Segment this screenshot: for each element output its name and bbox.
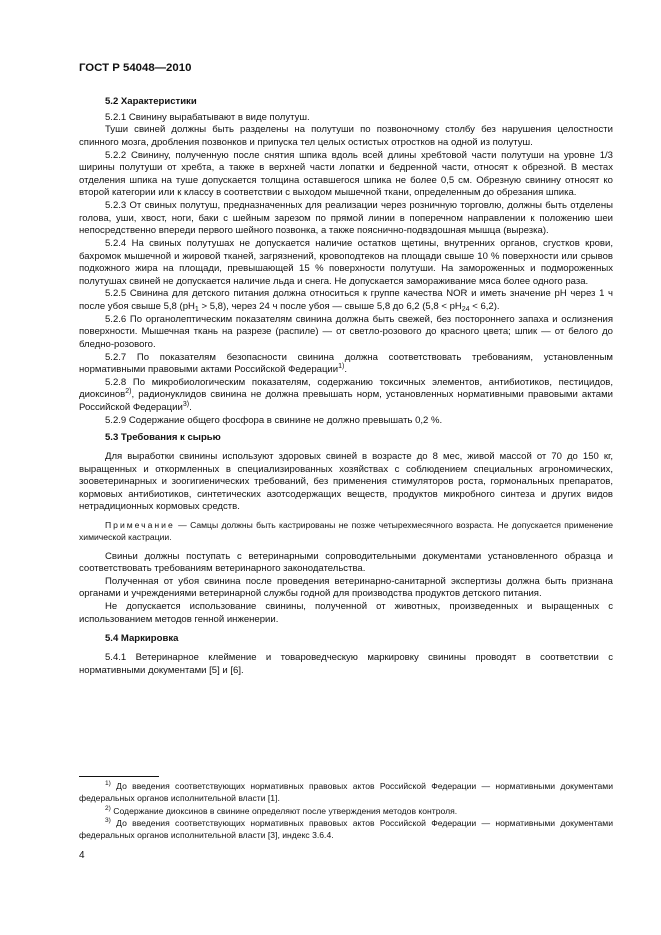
paragraph-5-2-9: 5.2.9 Содержание общего фосфора в свинине не должно превышать 0,2 %.: [105, 414, 443, 426]
paragraph-5-2-1: 5.2.1 Свинину вырабатывают в виде полутуш.: [105, 111, 310, 123]
footnote-mark: 1): [105, 780, 111, 787]
section-5-4-heading: 5.4 Маркировка: [105, 633, 179, 645]
page-number: 4: [79, 850, 85, 861]
subscript: 24: [461, 306, 470, 313]
text-segment: .: [189, 402, 192, 413]
footnote-divider: [79, 776, 159, 777]
text-segment: 5.2.5 Свинина для детского питания должна относиться к группе качества NOR и иметь значение pH через 1 ч после убоя свыше 5,8 (pH: [79, 288, 613, 312]
text-segment: < 6,2).: [469, 301, 500, 312]
footnote-mark: 2): [105, 804, 111, 812]
footnote-3: [79, 818, 613, 842]
paragraph-5-3-raw-materials: Для выработки свинины используют здоровых свиней в возрасте до 8 мес, живой массой от 70 до 150 кг, выращенных и откормленных в специализированных хозяйствах с соблюдением специальных агрономических, зооветеринарных и зоогигиенических требований, без применения стимуляторов роста, гормональных препаратов, кормовых антибиотиков, синтетических азотсодержащих веществ, продуктов микробного синтеза и других видов нетрадиционных кормовых средств.: [79, 450, 613, 513]
paragraph-5-2-3: 5.2.3 От свиных полутуш, предназначенных для реализации через розничную торговлю, должны быть отделены голова, уши, хвост, ноги, баки с шейным зарезом по прямой линии в поперечном направлении к положению шеи непосредственно впереди первого шейного позвонка, а также пояснично-подвздошная мышца (вырезка).: [79, 200, 613, 237]
footnote-text: До введения соответствующих нормативных правовых актов Российской Федерации — нормативными документами федеральных органов исполнительной власти [1].: [79, 781, 613, 803]
footnote-1: [79, 781, 613, 805]
paragraph-5-3-examination: Полученная от убоя свинина после проведения ветеринарно-санитарной экспертизы должна быть признана органами и учреждениями ветеринарной службы годной для производства продуктов детского питания.: [79, 575, 613, 600]
text-segment: 5.2.8 По микробиологическим показателям, содержанию токсичных элементов, антибиотиков, пестицидов, диоксинов: [79, 376, 613, 401]
footnotes: [79, 776, 613, 843]
paragraph-5-2-7: [79, 352, 613, 377]
footnote-2: [79, 806, 613, 818]
footnote-text: Содержание диоксинов в свинине определяют после утверждения методов контроля.: [110, 805, 458, 816]
paragraph-5-2-1-continued: Туши свиней должны быть разделены на полутуши по позвоночному столбу без нарушения целостности спинного мозга, дробления позвонков и припуска тел целых остистых отростков на одной из полутуш.: [79, 124, 613, 148]
note-label: Примечание: [105, 520, 175, 530]
section-5-2-heading: 5.2 Характеристики: [105, 96, 197, 107]
footnote-ref-1: 1): [338, 363, 345, 371]
standard-header: ГОСТ Р 54048—2010: [79, 62, 192, 74]
subscript: 1: [194, 306, 199, 313]
footnote-ref-3: 3): [182, 401, 190, 408]
paragraph-5-2-6: 5.2.6 По органолептическим показателям свинина должна быть свежей, без постороннего запаха и ослизнения поверхности. Мышечная ткань на разрезе (распиле) — от светло-розового до красного цвета; шпик — от белого до бледно-розового.: [79, 313, 613, 350]
note: [79, 520, 613, 544]
main-content: [79, 96, 613, 677]
text-segment: > 5,8), через 24 ч после убоя — свыше 5,8 до 6,2 (5,8 < pH: [198, 301, 462, 312]
paragraph-5-4-1: 5.4.1 Ветеринарное клеймение и товароведческую маркировку свинины проводят в соответствии с нормативными документами [5] и [6].: [79, 651, 613, 676]
paragraph-5-3-documents: Свиньи должны поступать с ветеринарными сопроводительными документами установленного образца и соответствовать требованиям ветеринарного законодательства.: [79, 550, 613, 575]
paragraph-5-2-4: 5.2.4 На свиных полутушах не допускается наличие остатков щетины, внутренних органов, сгустков крови, бахромок мышечной и жировой тканей, загрязнений, кровоподтеков на площади свыше 10 % поверхности или срывов подкожного жира на площади, превышающей 15 % поверхности полутуши. На замороженных и подмороженных полутушах свиней не допускается наличие льда и снега. Не допускается замораживание мяса более одного раза.: [79, 237, 613, 287]
text-segment: .: [344, 364, 347, 376]
footnote-text: До введения соответствующих нормативных правовых актов Российской Федерации — нормативными документами федеральных органов исполнительной власти [3], индекс 3.6.4.: [79, 818, 613, 841]
footnote-mark: 3): [105, 817, 111, 825]
section-5-3-heading: 5.3 Требования к сырью: [105, 432, 221, 444]
paragraph-5-3-genetic: Не допускается использование свинины, полученной от животных, произведенных и выращенных с использованием методов генной инженерии.: [79, 601, 613, 625]
text-segment: 5.2.7 По показателям безопасности свинина должна соответствовать требованиям, установленным нормативными правовыми актами Российской Федерации: [79, 351, 613, 376]
text-segment: , радионуклидов свинина не должна превышать норм, установленных нормативными правовыми актами Российской Федерации: [79, 389, 613, 413]
paragraph-5-2-5: [79, 288, 613, 313]
note-text: — Самцы должны быть кастрированы не позже четырехмесячного возраста. Не допускается применение химической кастрации.: [79, 520, 613, 542]
footnote-ref-2: 2): [125, 388, 132, 396]
paragraph-5-2-2: 5.2.2 Свинину, полученную после снятия шпика вдоль всей длины хребтовой части полутуши на уровне 1/3 ширины полутуши от хребта, а также в верхней части лопатки и бедренной части, относят к обрезной. В местах отделения шпика на туше допускается толщина оставшегося шпика не более 0,5 см. Обрезную свинину относят ко второй категории или к классу в соответствии с выходом мышечной ткани, определенным до обрезания шпика.: [79, 149, 613, 199]
paragraph-5-2-8: [79, 377, 613, 415]
